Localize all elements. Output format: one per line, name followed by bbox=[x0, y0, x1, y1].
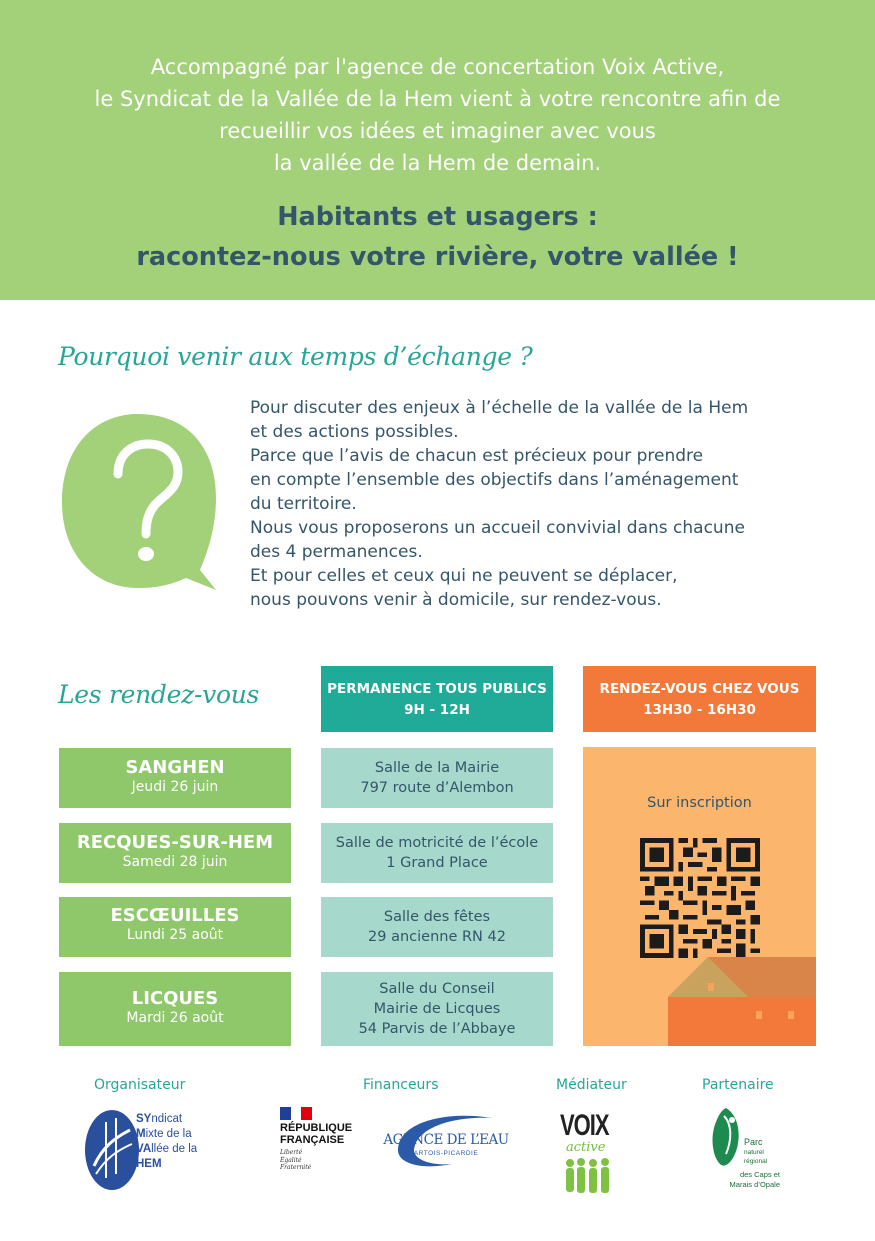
syndicat-emblem-icon bbox=[84, 1108, 140, 1192]
why-line: nous pouvons venir à domicile, sur rendez-vous. bbox=[250, 590, 662, 610]
syndicat-l3-rest: llée de la bbox=[151, 1143, 198, 1155]
why-line: et des actions possibles. bbox=[250, 422, 459, 442]
town-sanghen bbox=[59, 748, 291, 808]
permanence-header bbox=[321, 666, 553, 732]
footer-label-mediateur: Médiateur bbox=[556, 1077, 627, 1093]
home-visit-header bbox=[583, 666, 816, 732]
schedule-title: Les rendez-vous bbox=[58, 680, 260, 709]
parc-line-1: Parc bbox=[744, 1137, 763, 1147]
venue-escoeuilles bbox=[321, 897, 553, 957]
parc-leaf-icon bbox=[708, 1106, 744, 1168]
town-date: Samedi 28 juin bbox=[122, 854, 228, 870]
intro-line-2: le Syndicat de la Vallée de la Hem vient à votre rencontre afin de bbox=[94, 87, 781, 111]
why-line: du territoire. bbox=[250, 494, 357, 514]
republique-francaise-logo bbox=[280, 1107, 360, 1177]
venue-sanghen bbox=[321, 748, 553, 808]
syndicat-l1-rest: ndicat bbox=[151, 1113, 183, 1125]
why-line: Et pour celles et ceux qui ne peuvent se déplacer, bbox=[250, 566, 678, 586]
active-word: active bbox=[566, 1140, 606, 1155]
town-name: LICQUES bbox=[131, 988, 219, 1009]
footer-label-financeurs: Financeurs bbox=[363, 1077, 439, 1093]
why-line: Pour discuter des enjeux à l’échelle de la vallée de la Hem bbox=[250, 398, 749, 418]
why-line: Parce que l’avis de chacun est précieux pour prendre bbox=[250, 446, 704, 466]
rf-motto-3: Fraternité bbox=[280, 1164, 312, 1171]
marianne-flag-icon bbox=[280, 1107, 312, 1120]
intro-line-1: Accompagné par l'agence de concertation Voix Active, bbox=[150, 55, 725, 79]
footer-label-organisateur: Organisateur bbox=[94, 1077, 186, 1093]
permanence-header-label: PERMANENCE TOUS PUBLICS bbox=[327, 681, 547, 697]
syndicat-l3-bold: VA bbox=[136, 1143, 152, 1155]
town-name: RECQUES-SUR-HEM bbox=[76, 832, 274, 853]
voix-word: VOIX bbox=[560, 1108, 609, 1142]
intro-line-3: recueillir vos idées et imaginer avec vous bbox=[219, 119, 656, 143]
town-licques bbox=[59, 972, 291, 1046]
house-icon bbox=[668, 953, 816, 1046]
parc-line-4: des Caps et bbox=[739, 1170, 780, 1179]
venue-line: 29 ancienne RN 42 bbox=[368, 929, 506, 945]
syndicat-l4: HEM bbox=[136, 1158, 162, 1170]
parc-naturel-logo bbox=[708, 1106, 788, 1196]
home-visit-box bbox=[583, 747, 816, 1046]
venue-line: Salle des fêtes bbox=[383, 909, 491, 925]
venue-line: 54 Parvis de l’Abbaye bbox=[358, 1021, 516, 1037]
syndicat-line-1 bbox=[136, 1112, 197, 1127]
voix-active-logo bbox=[558, 1106, 618, 1196]
parc-line-3: régional bbox=[744, 1158, 768, 1165]
home-visit-header-label: RENDEZ-VOUS CHEZ VOUS bbox=[599, 681, 800, 697]
town-recques-sur-hem bbox=[59, 823, 291, 883]
inscription-text: Sur inscription bbox=[647, 795, 752, 811]
venue-line: Salle de motricité de l’école bbox=[335, 835, 539, 851]
town-escoeuilles bbox=[59, 897, 291, 957]
syndicat-l2-bold: M bbox=[136, 1128, 146, 1140]
syndicat-line-4 bbox=[136, 1157, 197, 1172]
question-bubble-icon bbox=[58, 410, 220, 592]
agence-name: AGENCE DE L’EAU bbox=[383, 1132, 509, 1148]
syndicat-l1-bold: SY bbox=[136, 1113, 152, 1125]
agence-sub: ARTOIS-PICARDIE bbox=[413, 1150, 479, 1157]
why-line: en compte l’ensemble des objectifs dans l’aménagement bbox=[250, 470, 739, 490]
parc-line-2: naturel bbox=[744, 1148, 764, 1156]
why-line: Nous vous proposerons un accueil convivial dans chacune bbox=[250, 518, 745, 538]
town-date: Mardi 26 août bbox=[126, 1010, 224, 1026]
qr-code-icon[interactable] bbox=[640, 838, 760, 958]
town-date: Jeudi 26 juin bbox=[131, 779, 219, 795]
people-crowd-icon bbox=[564, 1158, 612, 1194]
parc-line-5: Marais d’Opale bbox=[729, 1179, 780, 1189]
header-band bbox=[0, 0, 875, 300]
syndicat-line-2 bbox=[136, 1127, 197, 1142]
venue-line: 797 route d’Alembon bbox=[360, 780, 514, 796]
venue-line: 1 Grand Place bbox=[386, 855, 488, 871]
rf-motto-1: Liberté bbox=[280, 1149, 303, 1156]
footer-label-partenaire: Partenaire bbox=[702, 1077, 774, 1093]
intro-line-4: la vallée de la Hem de demain. bbox=[273, 151, 602, 175]
rf-line-2: FRANÇAISE bbox=[280, 1134, 345, 1146]
home-visit-header-hours: 13H30 - 16H30 bbox=[643, 702, 756, 718]
venue-line: Salle de la Mairie bbox=[374, 760, 500, 776]
rf-motto-2: Égalité bbox=[280, 1156, 302, 1164]
syndicat-l2-rest: ixte de la bbox=[145, 1128, 192, 1140]
why-line: des 4 permanences. bbox=[250, 542, 423, 562]
venue-line: Salle du Conseil bbox=[379, 981, 495, 997]
why-text bbox=[250, 396, 810, 612]
permanence-header-hours: 9H - 12H bbox=[404, 702, 470, 718]
town-name: ESCŒUILLES bbox=[110, 905, 240, 926]
town-date: Lundi 25 août bbox=[126, 927, 224, 943]
syndicat-line-3 bbox=[136, 1142, 197, 1157]
venue-licques bbox=[321, 972, 553, 1046]
rf-line-1: RÉPUBLIQUE bbox=[280, 1122, 353, 1134]
syndicat-logo bbox=[84, 1108, 214, 1192]
venue-recques-sur-hem bbox=[321, 823, 553, 883]
venue-line: Mairie de Licques bbox=[373, 1001, 501, 1017]
agence-eau-logo bbox=[370, 1110, 522, 1170]
town-name: SANGHEN bbox=[125, 757, 225, 778]
headline-line-1: Habitants et usagers : bbox=[277, 202, 598, 232]
headline-line-2: racontez-nous votre rivière, votre vallée ! bbox=[136, 242, 739, 272]
why-title: Pourquoi venir aux temps d’échange ? bbox=[58, 342, 533, 371]
